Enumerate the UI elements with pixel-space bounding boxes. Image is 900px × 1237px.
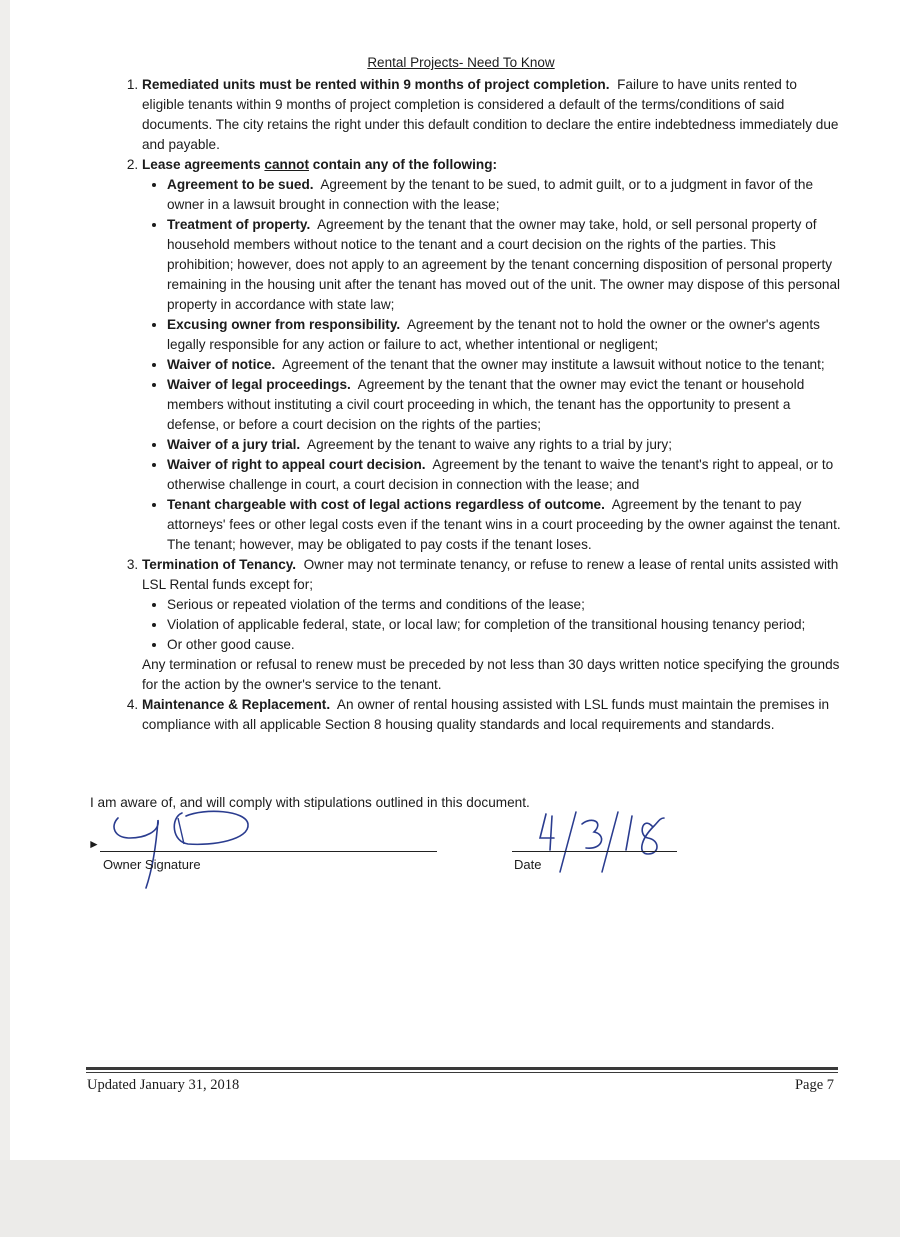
footer-divider xyxy=(86,1072,838,1073)
footer-updated-date: Updated January 31, 2018 xyxy=(87,1077,240,1093)
footer-divider xyxy=(86,1067,838,1070)
scan-edge xyxy=(0,0,10,1160)
list-item: • Waiver of a jury trial. Agreement by the tenant to waive any rights to a trial by jury; xyxy=(167,435,843,455)
acknowledgement-statement: I am aware of, and will comply with stipulations outlined in this document. xyxy=(90,795,530,810)
list-item: • Waiver of legal proceedings. Agreement by the tenant that the owner may evict the tenant or household members without instituting a civil court proceeding in which, the tenant has the opportunity to present a defense, or before a court decision on the rights of the parties; xyxy=(167,375,843,435)
item-text: An owner of rental housing assisted with LSL funds must maintain the premises in compliance with all applicable Section 8 housing quality standards and local requirements and standards. xyxy=(142,697,830,732)
signature-line[interactable] xyxy=(100,851,437,852)
signature-label: Owner Signature xyxy=(103,857,201,872)
list-item: • Serious or repeated violation of the terms and conditions of the lease; xyxy=(167,595,843,615)
sign-here-arrow-icon: ► xyxy=(88,837,100,851)
date-line[interactable] xyxy=(512,851,677,852)
list-item xyxy=(142,695,843,735)
list-item: • Violation of applicable federal, state, or local law; for completion of the transitional housing tenancy period; xyxy=(167,615,843,635)
scan-margin xyxy=(0,1160,900,1237)
item-heading: Maintenance & Replacement. xyxy=(142,697,331,712)
date-label: Date xyxy=(514,857,542,872)
item-heading: Lease agreements cannot contain any of the following: xyxy=(142,157,498,172)
item-text: Failure to have units rented to eligible tenants within 9 months of project completion is considered a default of the terms/conditions of said documents. The city retains the right under this default condition to declare the entire indebtedness immediately due and payable. xyxy=(142,77,839,152)
list-item: • Treatment of property. Agreement by the tenant that the owner may take, hold, or sell personal property of household members without notice to the tenant and a court decision on the rights of the parties. This prohibition; however, does not apply to an agreement by the tenant concerning disposition of personal property remaining in the housing unit after the tenant has moved out of the unit. The owner may dispose of this personal property in accordance with state law; xyxy=(167,215,843,315)
handwritten-date xyxy=(520,810,680,880)
document-title: Rental Projects- Need To Know xyxy=(367,55,555,70)
list-item: • Waiver of notice. Agreement of the tenant that the owner may institute a lawsuit without notice to the tenant; xyxy=(167,355,843,375)
list-item xyxy=(142,75,843,155)
list-item xyxy=(142,155,843,555)
prohibited-clauses-list xyxy=(142,175,843,555)
termination-exceptions-list xyxy=(142,595,843,655)
list-item: • Agreement to be sued. Agreement by the tenant to be sued, to admit guilt, or to a judgment in favor of the owner in a lawsuit brought in connection with the lease; xyxy=(167,175,843,215)
item-text: Owner may not terminate tenancy, or refuse to renew a lease of rental units assisted with LSL Rental funds except for; xyxy=(142,557,839,592)
list-item: • Waiver of right to appeal court decision. Agreement by the tenant to waive the tenant's right to appeal, or to otherwise challenge in court, a court decision in connection with the lease; and xyxy=(167,455,843,495)
list-item: • Excusing owner from responsibility. Agreement by the tenant not to hold the owner or the owner's agents legally responsible for any action or failure to act, whether intentional or negligent; xyxy=(167,315,843,355)
list-item: • Tenant chargeable with cost of legal actions regardless of outcome. Agreement by the tenant to pay attorneys' fees or other legal costs even if the tenant wins in a court proceeding by the owner against the tenant. The tenant; however, may be obligated to pay costs if the tenant loses. xyxy=(167,495,843,555)
termination-note: Any termination or refusal to renew must be preceded by not less than 30 days written notice specifying the grounds for the action by the owner's service to the tenant. xyxy=(142,657,840,692)
list-item: • Or other good cause. xyxy=(167,635,843,655)
footer-page-number: Page 7 xyxy=(794,1077,834,1093)
document-body xyxy=(83,75,843,735)
item-heading: Termination of Tenancy. xyxy=(142,557,297,572)
item-heading: Remediated units must be rented within 9 months of project completion. xyxy=(142,77,610,92)
list-item xyxy=(142,555,843,695)
requirements-list xyxy=(83,75,843,735)
